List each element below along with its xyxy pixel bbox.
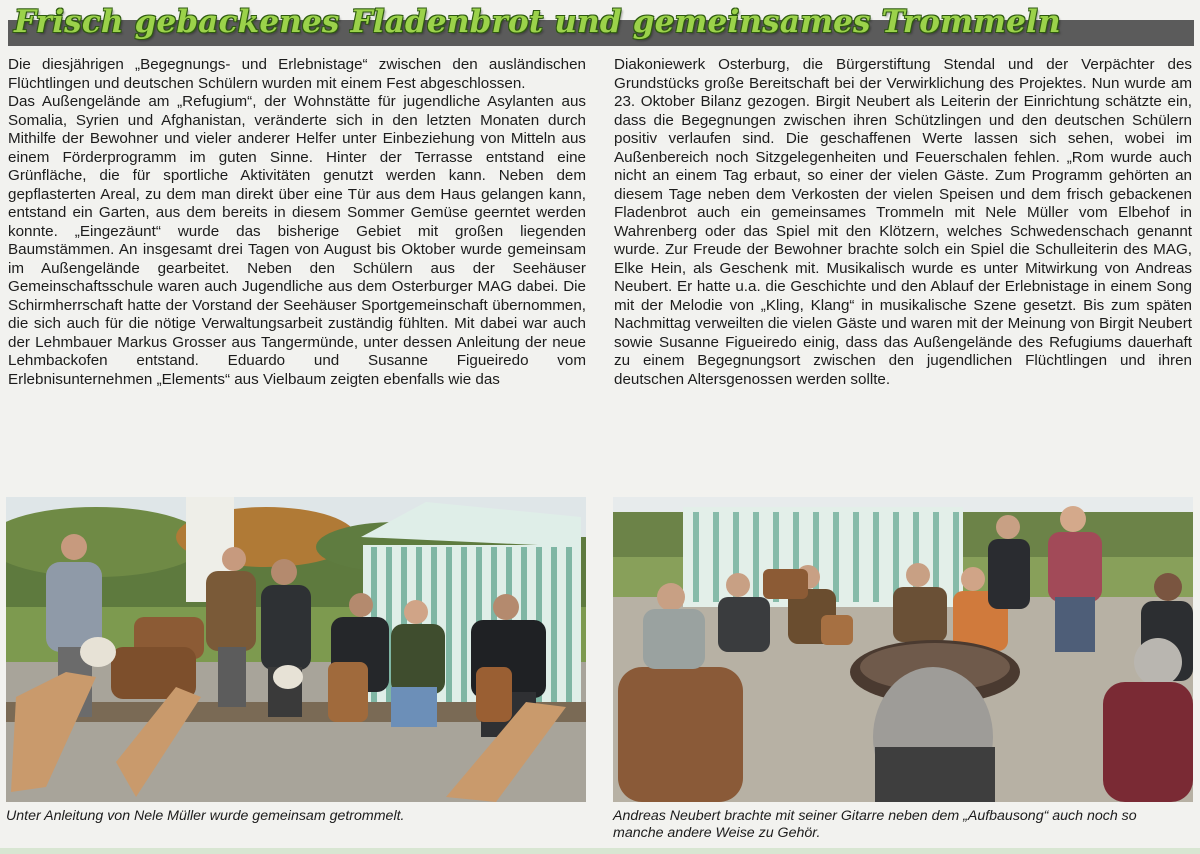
paragraph-refugium: Das Außengelände am „Refugium“, der Wohnstätte für jugendliche Asylanten aus Somalia, Syrien und Afghanistan, veränderte sich in den letzten Monaten durch Mithilfe der Bewohner und vieler anderer Helfer unter Einbeziehung von Mitteln aus einem Förderprogramm im guten Sinne. Hinter der Terrasse entstand eine Grünfläche, die für sportliche Aktivitäten genutzt werden kann. Neben dem gepflasterten Areal, zu dem man direkt über eine Tür aus dem Haus gelangen kann, entstand ein Garten, aus dem bereits in diesem Sommer Gemüse geerntet werden konnte. „Eingezäunt“ wurde das bisherige Gebiet mit großen liegenden Baumstämmen. An insgesamt drei Tagen von August bis Oktober wurde gemeinsam im Außengelände gearbeitet. Neben den Schülern aus der Seehäuser Gemeinschaftsschule waren auch Jugendliche aus dem Osterburger MAG dabei. Die Schirmherrschaft hatte der Vorstand der Seehäuser Sportgemeinschaft übernommen, die sich auch für die nötige Verwaltungsarbeit zuständig fühlten. Mit dabei war auch der Lehmbauer Markus Grosser aus Tangermünde, unter dessen Anleitung der neue Lehmbackofen entstand. Eduardo und Susanne Figueiredo vom Erlebnisunternehmen „Elements“ aus Vielbaum zeigten ebenfalls wie das xyxy=(8,93,586,388)
photo-caption-guitar: Andreas Neubert brachte mit seiner Gitarre neben dem „Aufbausong“ auch noch so manche andere Weise zu Gehör. xyxy=(613,808,1137,841)
paragraph-intro: Die diesjährigen „Begegnungs- und Erlebnistage“ zwischen den ausländischen Flüchtlingen und deutschen Schülern wurden mit einem Fest abgeschlossen. xyxy=(8,56,586,92)
article-column-left xyxy=(8,56,586,492)
paragraph-continuation: Diakoniewerk Osterburg, die Bürgerstiftung Stendal und der Verpächter des Grundstücks große Bereitschaft bei der Verwirklichung des Projektes. Nun wurde am 23. Oktober Bilanz gezogen. Birgit Neubert als Leiterin der Einrichtung schätzte ein, dass die Begegnungen zwischen ihren Schützlingen und den deutschen Schülern positiv verlaufen sind. Die geschaffenen Werte lassen sich sehen, wobei im Außenbereich noch Sitzgelegenheiten und Feuerschalen fehlen. „Rom wurde auch nicht an einem Tag erbaut, so einer der vielen Gäste. Zum Programm gehörten an diesem Tage neben dem Verkosten der vielen Speisen und dem frisch gebackenen Fladenbrot auch ein gemeinsames Trommeln mit Nele Müller vom Elbehof in Wahrenberg oder das Spiel mit den Klötzern, welches Schwedenschach genannt wurde. Zur Freude der Bewohner brachte solch ein Spiel die Schulleiterin des MAG, Elke Hein, als Geschenk mit. Musikalisch wurde es unter Mitwirkung von Andreas Neubert. Er hatte u.a. die Geschichte und den Ablauf der Erlebnistage in einem Song mit der Melodie von „Kling, Klang“ in musikalische Szene gesetzt. Bis zum späten Nachmittag verweilten die vielen Gäste und waren mit der Meinung von Birgit Neubert sowie Susanne Figueiredo einig, dass das Außengelände des Refugiums dauerhaft zu einem Begegnungsort zwischen den jugendlichen Flüchtlingen und ihren deutschen Altersgenossen werden sollte. xyxy=(614,56,1192,388)
article-headline: Frisch gebackenes Fladenbrot und gemeinsames Trommeln xyxy=(14,4,1061,40)
photo-guitar-circle xyxy=(613,497,1193,802)
photo-drumming-image xyxy=(6,497,586,802)
photo-caption-drumming: Unter Anleitung von Nele Müller wurde gemeinsam getrommelt. xyxy=(6,808,405,824)
bottom-rule xyxy=(0,848,1200,854)
photo-guitar-circle-image xyxy=(613,497,1193,802)
article-column-right xyxy=(614,56,1192,492)
photo-drumming xyxy=(6,497,586,802)
